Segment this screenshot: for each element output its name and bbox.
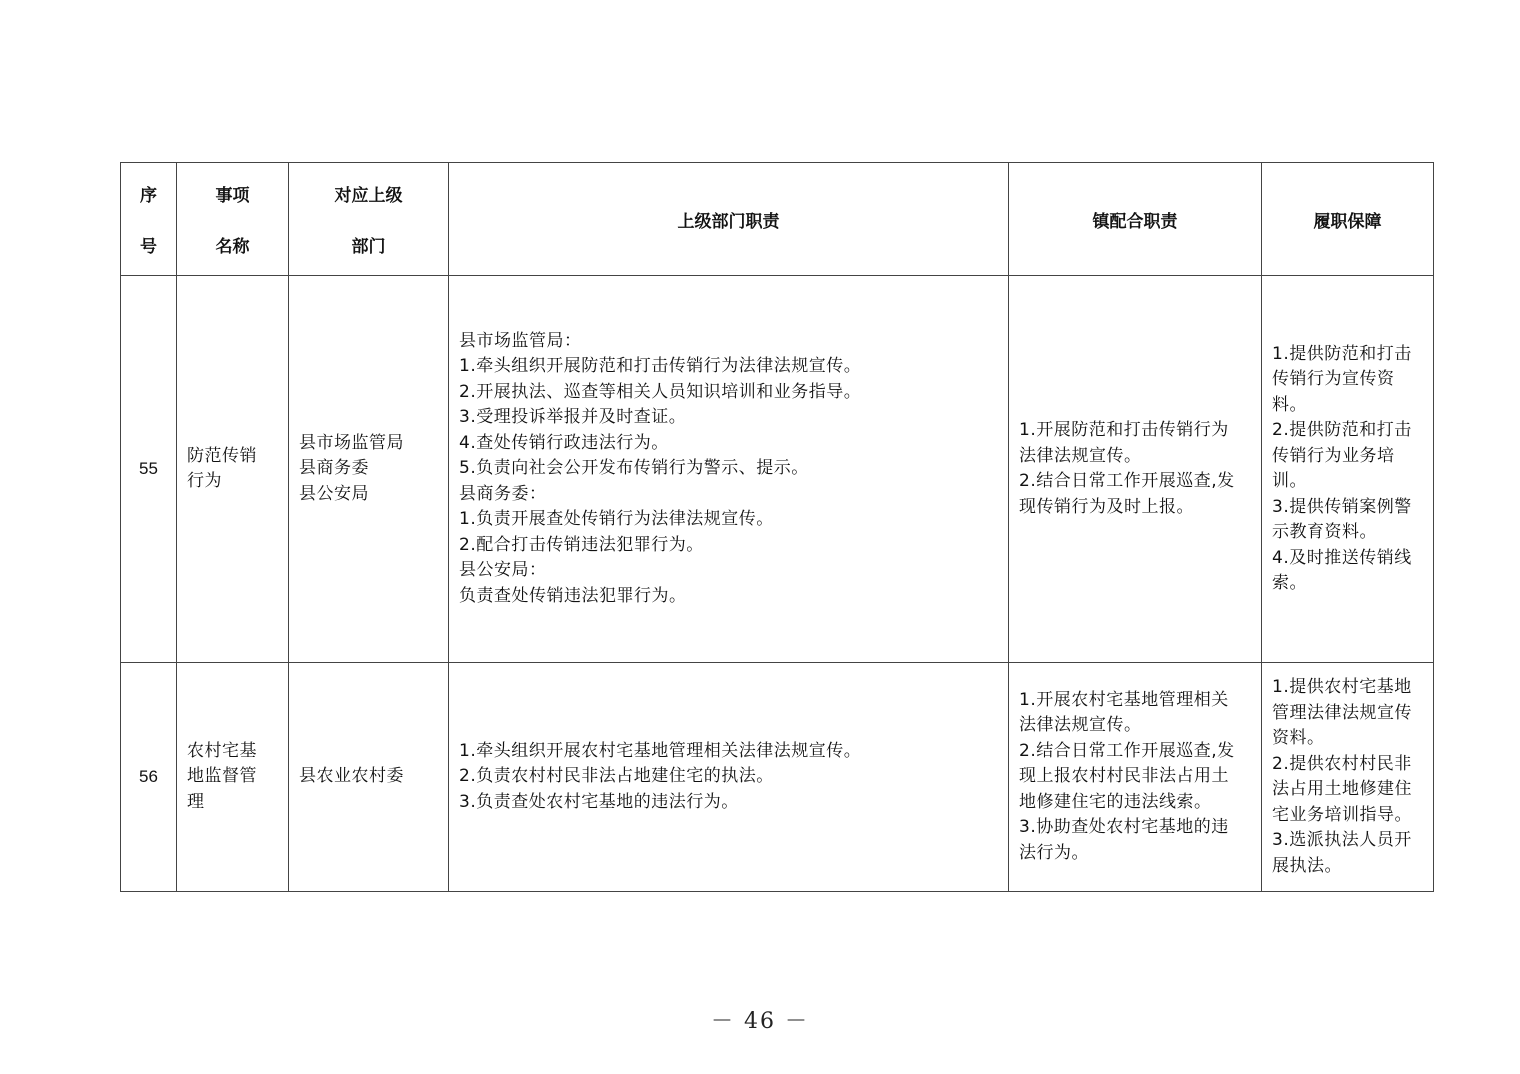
table-row: [121, 276, 1434, 663]
dept-line: 县农业农村委: [299, 766, 404, 787]
upper-duty-cell: [449, 663, 1009, 892]
upper-duty-line: 2.负责农村村民非法占地建住宅的执法。: [459, 766, 774, 787]
guarantee-line: 3.选派执法人员开: [1272, 830, 1412, 850]
item-name-line: 行为: [187, 471, 222, 491]
dept-line: 县市场监管局: [299, 432, 404, 453]
header-dept: [289, 163, 449, 276]
upper-duty-line: 2.开展执法、巡查等相关人员知识培训和业务指导。: [459, 381, 862, 402]
header-seq-line1: 序: [140, 186, 157, 206]
upper-duty-cell: [449, 276, 1009, 663]
upper-duty-line: 县公安局：: [459, 560, 547, 581]
guarantee-line: 3.提供传销案例警: [1272, 496, 1412, 517]
upper-duty-line: 3.受理投诉举报并及时查证。: [459, 407, 687, 428]
header-item-line1: 事项: [215, 186, 250, 206]
guarantee-line: 示教育资料。: [1272, 522, 1377, 542]
guarantee-line: 宅业务培训指导。: [1272, 804, 1412, 825]
guarantee-line: 资料。: [1272, 728, 1325, 748]
item-name-line: 地监督管: [187, 766, 257, 787]
town-duty-line: 1.开展防范和打击传销行为: [1019, 420, 1229, 440]
guarantee-line: 2.提供农村村民非: [1272, 753, 1412, 774]
guarantee-line: 1.提供防范和打击: [1272, 343, 1412, 364]
town-duty-line: 法行为。: [1019, 842, 1089, 863]
town-duty-line: 1.开展农村宅基地管理相关: [1019, 689, 1229, 710]
town-duty-line: 现上报农村村民非法占用土: [1019, 766, 1229, 787]
header-dept-line2: 部门: [351, 237, 386, 257]
guarantee-line: 1.提供农村宅基地: [1272, 677, 1412, 697]
guarantee-line: 2.提供防范和打击: [1272, 420, 1412, 440]
guarantee-cell: [1262, 663, 1434, 892]
guarantee-line: 索。: [1272, 573, 1307, 593]
guarantee-line: 料。: [1272, 394, 1307, 415]
header-guarantee: 履职保障: [1262, 163, 1434, 276]
guarantee-line: 展执法。: [1272, 855, 1342, 876]
town-duty-line: 2.结合日常工作开展巡查,发: [1019, 471, 1235, 491]
upper-duty-line: 负责查处传销违法犯罪行为。: [459, 585, 687, 606]
header-seq: [121, 163, 177, 276]
header-upper-duty: 上级部门职责: [449, 163, 1009, 276]
guarantee-line: 训。: [1272, 471, 1307, 491]
upper-duty-line: 1.牵头组织开展防范和打击传销行为法律法规宣传。: [459, 356, 862, 377]
town-duty-line: 3.协助查处农村宅基地的违: [1019, 817, 1229, 838]
upper-duty-line: 2.配合打击传销违法犯罪行为。: [459, 534, 704, 555]
guarantee-line: 法占用土地修建住: [1272, 779, 1412, 799]
town-duty-line: 现传销行为及时上报。: [1019, 496, 1194, 517]
town-duty-line: 法律法规宣传。: [1019, 715, 1142, 736]
page-number: － 46 －: [711, 1009, 809, 1034]
dept-line: 县公安局: [299, 483, 369, 504]
town-duty-line: 2.结合日常工作开展巡查,发: [1019, 740, 1235, 761]
item-name-line: 理: [187, 791, 205, 812]
dept-cell: [289, 663, 449, 892]
header-dept-line1: 对应上级: [334, 186, 403, 206]
guarantee-line: 管理法律法规宣传: [1272, 702, 1412, 723]
upper-duty-line: 4.查处传销行政违法行为。: [459, 432, 669, 453]
header-row: [121, 163, 1434, 276]
town-duty-cell: [1009, 663, 1262, 892]
header-item-line2: 名称: [215, 237, 250, 257]
row-number: 56: [121, 663, 177, 892]
dept-line: 县商务委: [299, 458, 369, 479]
upper-duty-line: 县商务委：: [459, 483, 547, 504]
item-name-line: 防范传销: [187, 445, 257, 466]
item-name-line: 农村宅基: [187, 740, 257, 761]
header-seq-line2: 号: [140, 237, 157, 257]
guarantee-line: 传销行为宣传资: [1272, 369, 1395, 389]
header-town-duty: 镇配合职责: [1009, 163, 1262, 276]
upper-duty-line: 3.负责查处农村宅基地的违法行为。: [459, 791, 739, 812]
town-duty-cell: [1009, 276, 1262, 663]
table-row: [121, 663, 1434, 892]
item-name-cell: [177, 276, 289, 663]
upper-duty-line: 县市场监管局：: [459, 330, 582, 351]
duty-table: [120, 162, 1434, 892]
town-duty-line: 法律法规宣传。: [1019, 445, 1142, 466]
guarantee-line: 传销行为业务培: [1272, 445, 1395, 466]
row-number: 55: [121, 276, 177, 663]
upper-duty-line: 1.负责开展查处传销行为法律法规宣传。: [459, 509, 774, 530]
upper-duty-line: 1.牵头组织开展农村宅基地管理相关法律法规宣传。: [459, 740, 862, 761]
town-duty-line: 地修建住宅的违法线索。: [1019, 791, 1212, 812]
guarantee-line: 4.及时推送传销线: [1272, 547, 1412, 568]
guarantee-cell: [1262, 276, 1434, 663]
item-name-cell: [177, 663, 289, 892]
dept-cell: [289, 276, 449, 663]
upper-duty-line: 5.负责向社会公开发布传销行为警示、提示。: [459, 458, 809, 479]
header-item: [177, 163, 289, 276]
